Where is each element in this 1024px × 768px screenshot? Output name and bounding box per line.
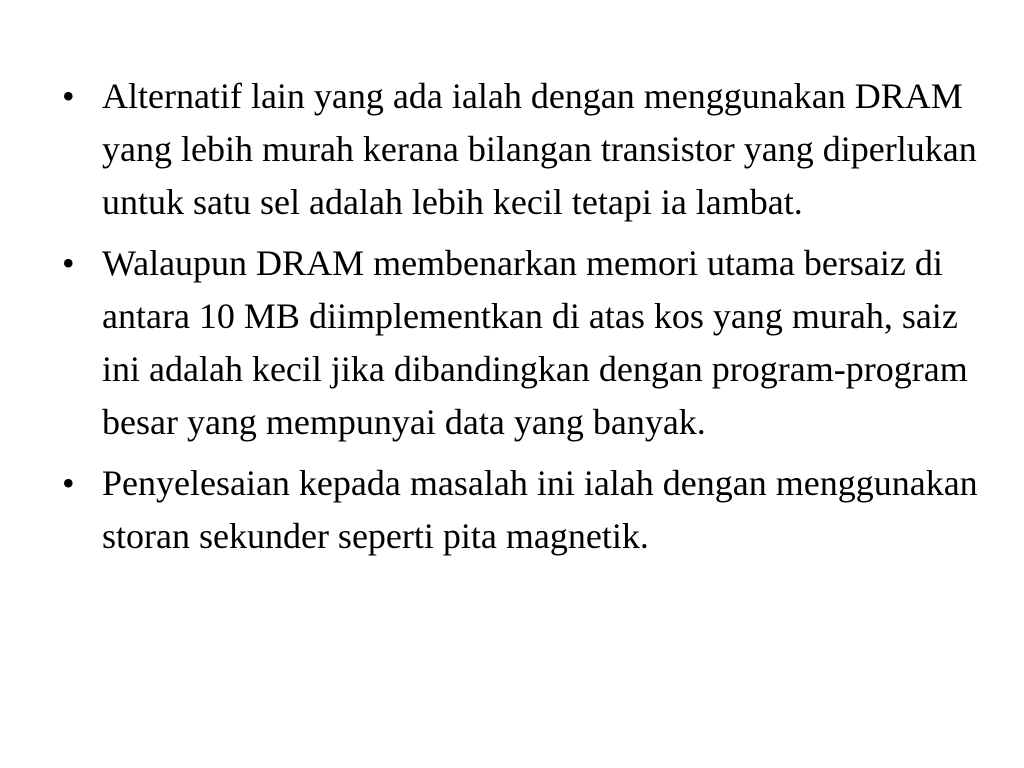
bullet-dot: • bbox=[62, 463, 75, 503]
bullet-item bbox=[62, 70, 982, 229]
bullet-dot: • bbox=[62, 243, 75, 283]
bullet-dot: • bbox=[62, 76, 75, 116]
bullet-text: Alternatif lain yang ada ialah dengan menggunakan DRAM yang lebih murah kerana bilangan transistor yang diperlukan untuk satu sel adalah lebih kecil tetapi ia lambat. bbox=[102, 76, 977, 222]
bullet-text: Penyelesaian kepada masalah ini ialah dengan menggunakan storan sekunder seperti pita magnetik. bbox=[102, 463, 978, 556]
bullet-list bbox=[62, 70, 982, 571]
bullet-text: Walaupun DRAM membenarkan memori utama bersaiz di antara 10 MB diimplementkan di atas kos yang murah, saiz ini adalah kecil jika dibandingkan dengan program-program besar yang mempunyai data yang banyak. bbox=[102, 243, 968, 442]
bullet-item bbox=[62, 237, 982, 449]
bullet-item bbox=[62, 457, 982, 563]
